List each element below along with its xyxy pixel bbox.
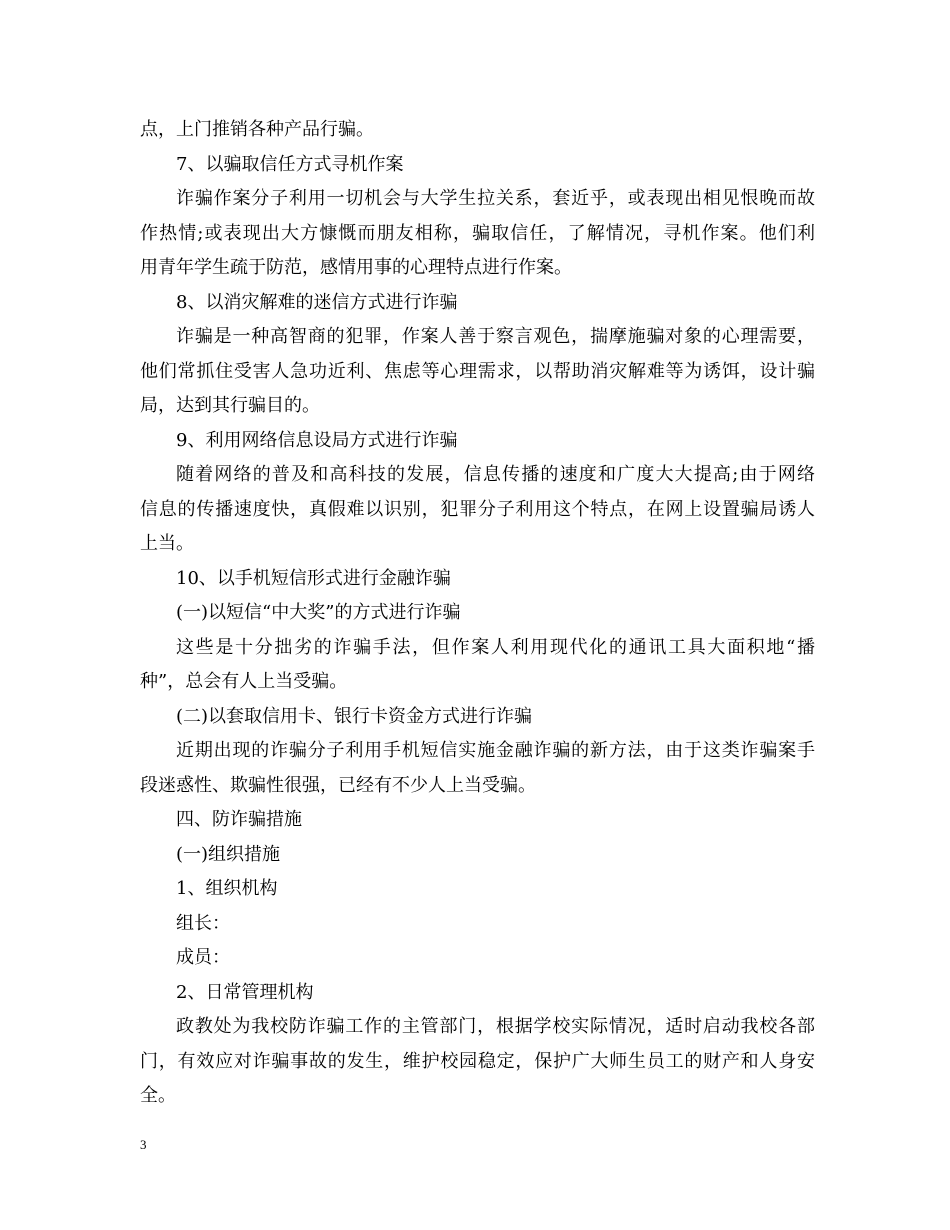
text-line: 信息的传播速度快，真假难以识别，犯罪分子利用这个特点，在网上设置骗局诱人 <box>140 498 815 520</box>
section-heading: 1、组织机构 <box>176 878 278 899</box>
text-line: 政教处为我校防诈骗工作的主管部门，根据学校实际情况，适时启动我校各部 <box>176 1016 815 1037</box>
text-line: 上当。 <box>140 533 194 554</box>
section-heading: 10、以手机短信形式进行金融诈骗 <box>176 567 451 589</box>
text-line: 诈骗作案分子利用一切机会与大学生拉关系，套近乎，或表现出相见恨晚而故 <box>176 188 815 209</box>
text-line: 局，达到其行骗目的。 <box>140 395 320 416</box>
text-line: 用青年学生疏于防范，感情用事的心理特点进行作案。 <box>140 257 572 278</box>
text-line: 作热情;或表现出大方慷慨而朋友相称，骗取信任，了解情况，寻机作案。他们利 <box>140 222 815 244</box>
section-heading: 7、以骗取信任方式寻机作案 <box>176 153 404 175</box>
text-line: 全。 <box>140 1085 176 1106</box>
text-line: 组长： <box>176 912 230 934</box>
section-heading: 2、日常管理机构 <box>176 981 314 1003</box>
page-number: 3 <box>140 1137 147 1152</box>
text-line: 点，上门推销各种产品行骗。 <box>140 119 374 140</box>
text-line: 近期出现的诈骗分子利用手机短信实施金融诈骗的新方法，由于这类诈骗案手 <box>176 740 815 761</box>
text-line: 段迷惑性、欺骗性很强，已经有不少人上当受骗。 <box>140 774 536 796</box>
text-line: 随着网络的普及和高科技的发展，信息传播的速度和广度大大提高;由于网络 <box>176 464 815 485</box>
text-line: 这些是十分拙劣的诈骗手法，但作案人利用现代化的通讯工具大面积地“播 <box>176 636 815 658</box>
text-line: 成员： <box>176 947 230 968</box>
section-heading: 8、以消灾解难的迷信方式进行诈骗 <box>176 291 458 313</box>
text-line: 门，有效应对诈骗事故的发生，维护校园稳定，保护广大师生员工的财产和人身安 <box>140 1050 815 1072</box>
text-line: 他们常抓住受害人急功近利、焦虑等心理需求，以帮助消灾解难等为诱饵，设计骗 <box>140 360 815 382</box>
body-text <box>140 113 815 1114</box>
section-heading: 9、利用网络信息设局方式进行诈骗 <box>176 429 458 451</box>
subsection-heading: (一)以短信“中大奖”的方式进行诈骗 <box>176 602 461 623</box>
subsection-heading: (一)组织措施 <box>176 843 281 865</box>
text-line: 种”，总会有人上当受骗。 <box>140 671 348 692</box>
subsection-heading: (二)以套取信用卡、银行卡资金方式进行诈骗 <box>176 705 533 727</box>
section-heading: 四、防诈骗措施 <box>176 809 302 830</box>
text-line: 诈骗是一种高智商的犯罪，作案人善于察言观色，揣摩施骗对象的心理需要， <box>176 326 815 347</box>
